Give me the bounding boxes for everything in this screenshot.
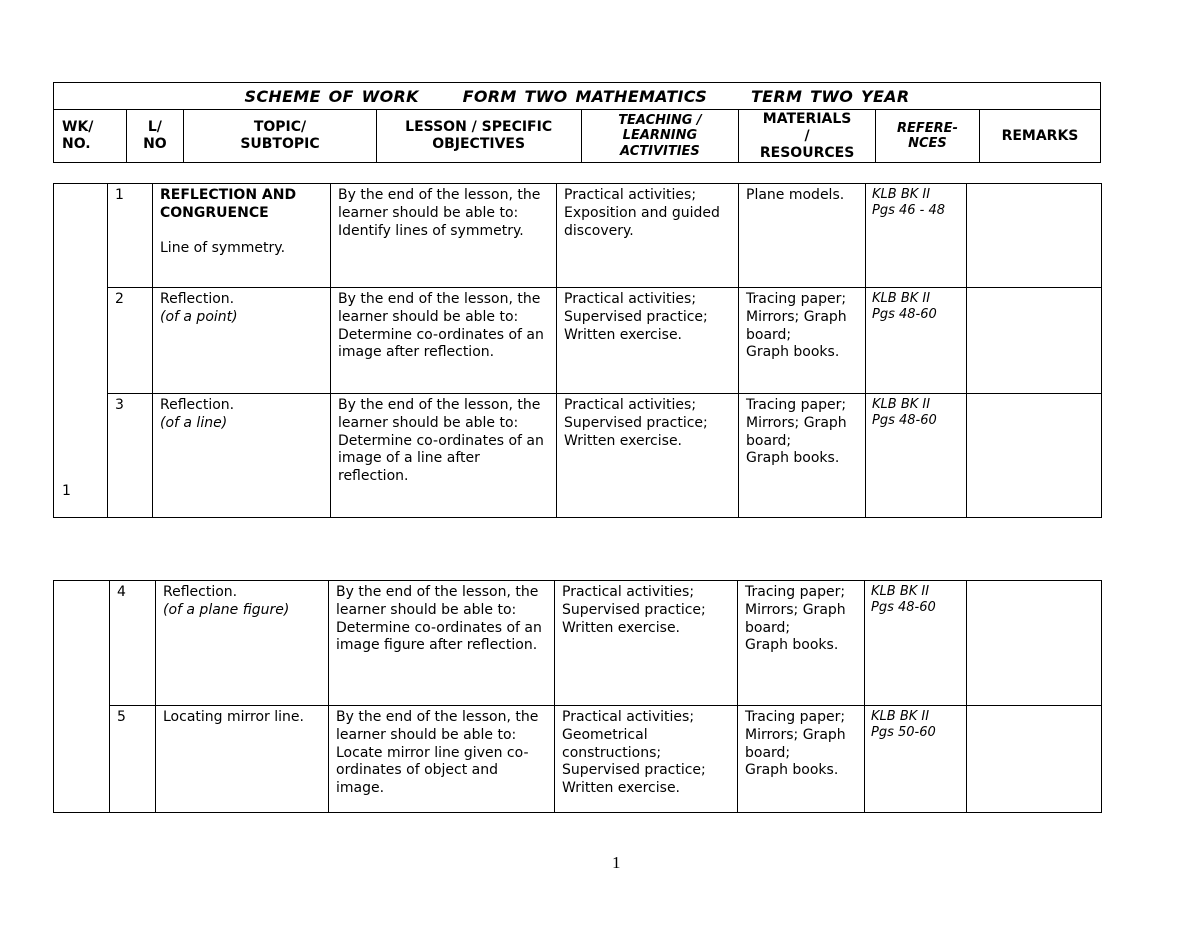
col-teach-line1: TEACHING / — [618, 112, 702, 128]
materials-cell — [738, 706, 865, 813]
references-cell — [866, 184, 967, 288]
ref-book: KLB BK II — [872, 291, 931, 306]
activity: Written exercise. — [562, 619, 681, 636]
lesson-number: 4 — [110, 581, 156, 706]
activities-cell — [557, 184, 739, 288]
topic: Reflection. — [160, 291, 235, 307]
material: Tracing paper; — [746, 291, 847, 307]
material: Mirrors; Graph board; — [745, 601, 846, 636]
title-part-1: SCHEME OF WORK — [244, 86, 419, 106]
objective-intro: By the end of the lesson, the learner should be able to: — [336, 709, 539, 743]
activity: Supervised practice; — [564, 308, 708, 325]
activity: Practical activities; — [562, 584, 695, 600]
topic: Reflection. — [163, 584, 238, 600]
ref-book: KLB BK II — [872, 397, 931, 412]
activity: Practical activities; — [564, 397, 697, 413]
topic: Locating mirror line. — [163, 709, 304, 725]
remarks-cell — [967, 288, 1102, 394]
objectives-cell — [331, 394, 557, 518]
activity: Supervised practice; — [562, 601, 706, 618]
material: Graph books. — [746, 450, 840, 467]
topic-cell — [156, 706, 329, 813]
col-teach-line3: ACTIVITIES — [620, 143, 700, 159]
material: Graph books. — [746, 344, 840, 361]
lesson-number: 3 — [108, 394, 153, 518]
topic-detail: (of a point) — [160, 308, 238, 325]
col-header-objectives — [376, 110, 581, 163]
objectives-cell — [329, 581, 555, 706]
objectives-cell — [329, 706, 555, 813]
material: Mirrors; Graph board; — [746, 414, 847, 449]
references-cell — [866, 394, 967, 518]
col-lesson-line2: OBJECTIVES — [432, 136, 526, 152]
remarks-cell — [967, 394, 1102, 518]
objective: Locate mirror line given co-ordinates of object and image. — [336, 744, 529, 797]
materials-cell — [739, 394, 866, 518]
page-number: 1 — [612, 853, 621, 872]
week-2-table — [53, 580, 1102, 813]
table-row — [54, 706, 1102, 813]
scheme-title — [54, 83, 1101, 110]
ref-pages: Pgs 50-60 — [871, 725, 936, 740]
activity: Written exercise. — [562, 780, 681, 797]
objective: Determine co-ordinates of an image of a line after reflection. — [338, 432, 544, 485]
activity: Written exercise. — [564, 326, 683, 343]
material: Tracing paper; — [745, 584, 846, 600]
material: Graph books. — [745, 637, 839, 654]
activities-cell — [557, 288, 739, 394]
activities-cell — [555, 706, 738, 813]
ref-pages: Pgs 48-60 — [872, 307, 937, 322]
objective-intro: By the end of the lesson, the learner should be able to: — [336, 584, 539, 618]
objective-intro: By the end of the lesson, the learner should be able to: — [338, 187, 541, 221]
col-ln-line1: L/ — [147, 119, 162, 135]
col-header-topic — [184, 110, 376, 163]
material: Plane models. — [746, 187, 845, 203]
week-1-table — [53, 183, 1102, 518]
topic-cell — [156, 581, 329, 706]
col-header-lesson-no — [126, 110, 184, 163]
scheme-header-table — [53, 82, 1101, 163]
objective: Determine co-ordinates of an image after reflection. — [338, 326, 544, 361]
topic-detail: (of a plane figure) — [163, 601, 290, 618]
col-topic-line1: TOPIC/ — [253, 119, 307, 135]
materials-cell — [738, 581, 865, 706]
activity: Supervised practice; — [564, 414, 708, 431]
lesson-number: 5 — [110, 706, 156, 813]
topic: Reflection. — [160, 397, 235, 413]
col-header-references — [875, 110, 979, 163]
table-row — [54, 394, 1102, 518]
material: Mirrors; Graph board; — [745, 726, 846, 761]
material: Mirrors; Graph board; — [746, 308, 847, 343]
col-mat-line3: RESOURCES — [759, 144, 855, 161]
material: Graph books. — [745, 762, 839, 779]
title-part-3: TERM TWO YEAR — [750, 86, 910, 106]
table-row — [54, 288, 1102, 394]
ref-pages: Pgs 48-60 — [871, 600, 936, 615]
col-ref-line2: NCES — [908, 136, 947, 151]
activity: Practical activities; — [564, 291, 697, 307]
materials-cell — [739, 184, 866, 288]
col-wk-line1: WK/ — [62, 119, 94, 135]
remarks-cell — [967, 706, 1102, 813]
table-row — [54, 581, 1102, 706]
ref-book: KLB BK II — [871, 584, 930, 599]
col-ln-line2: NO — [143, 136, 167, 152]
subtopic: Line of symmetry. — [160, 239, 286, 256]
activity: Supervised practice; — [562, 762, 706, 779]
week-number — [54, 581, 110, 813]
objective: Determine co-ordinates of an image figure after reflection. — [336, 619, 542, 654]
col-header-activities — [581, 110, 739, 163]
table-row — [54, 184, 1102, 288]
activity: Written exercise. — [564, 432, 683, 449]
topic-cell — [153, 184, 331, 288]
col-mat-line1: MATERIALS — [762, 110, 852, 127]
objective: Identify lines of symmetry. — [338, 222, 524, 239]
remarks-cell — [967, 581, 1102, 706]
activity: Practical activities; — [564, 187, 697, 203]
activity: Geometrical constructions; — [562, 726, 662, 761]
objectives-cell — [331, 288, 557, 394]
col-wk-line2: NO. — [62, 136, 91, 152]
col-teach-line2: LEARNING — [622, 128, 698, 144]
col-header-materials — [739, 110, 876, 163]
topic-heading: REFLECTION AND CONGRUENCE — [160, 187, 297, 221]
col-header-remarks: REMARKS — [979, 110, 1100, 163]
material: Tracing paper; — [746, 397, 847, 413]
activities-cell — [557, 394, 739, 518]
topic-cell — [153, 394, 331, 518]
col-topic-line2: SUBTOPIC — [240, 136, 320, 152]
col-lesson-line1: LESSON / SPECIFIC — [405, 119, 553, 135]
week-number: 1 — [54, 184, 108, 518]
materials-cell — [739, 288, 866, 394]
objective-intro: By the end of the lesson, the learner should be able to: — [338, 397, 541, 431]
objectives-cell — [331, 184, 557, 288]
references-cell — [866, 288, 967, 394]
material: Tracing paper; — [745, 709, 846, 725]
objective-intro: By the end of the lesson, the learner should be able to: — [338, 291, 541, 325]
col-ref-line1: REFERE- — [896, 120, 958, 136]
activity: Practical activities; — [562, 709, 695, 725]
ref-book: KLB BK II — [872, 187, 931, 202]
activity: Exposition and guided discovery. — [564, 204, 720, 239]
lesson-number: 2 — [108, 288, 153, 394]
topic-cell — [153, 288, 331, 394]
remarks-cell — [967, 184, 1102, 288]
references-cell — [865, 706, 967, 813]
ref-pages: Pgs 48-60 — [872, 413, 937, 428]
references-cell — [865, 581, 967, 706]
ref-pages: Pgs 46 - 48 — [872, 203, 946, 218]
activities-cell — [555, 581, 738, 706]
topic-detail: (of a line) — [160, 414, 228, 431]
lesson-number: 1 — [108, 184, 153, 288]
ref-book: KLB BK II — [871, 709, 930, 724]
col-mat-line2: / — [804, 127, 810, 144]
title-part-2: FORM TWO MATHEMATICS — [462, 86, 708, 106]
col-header-wk — [54, 110, 127, 163]
